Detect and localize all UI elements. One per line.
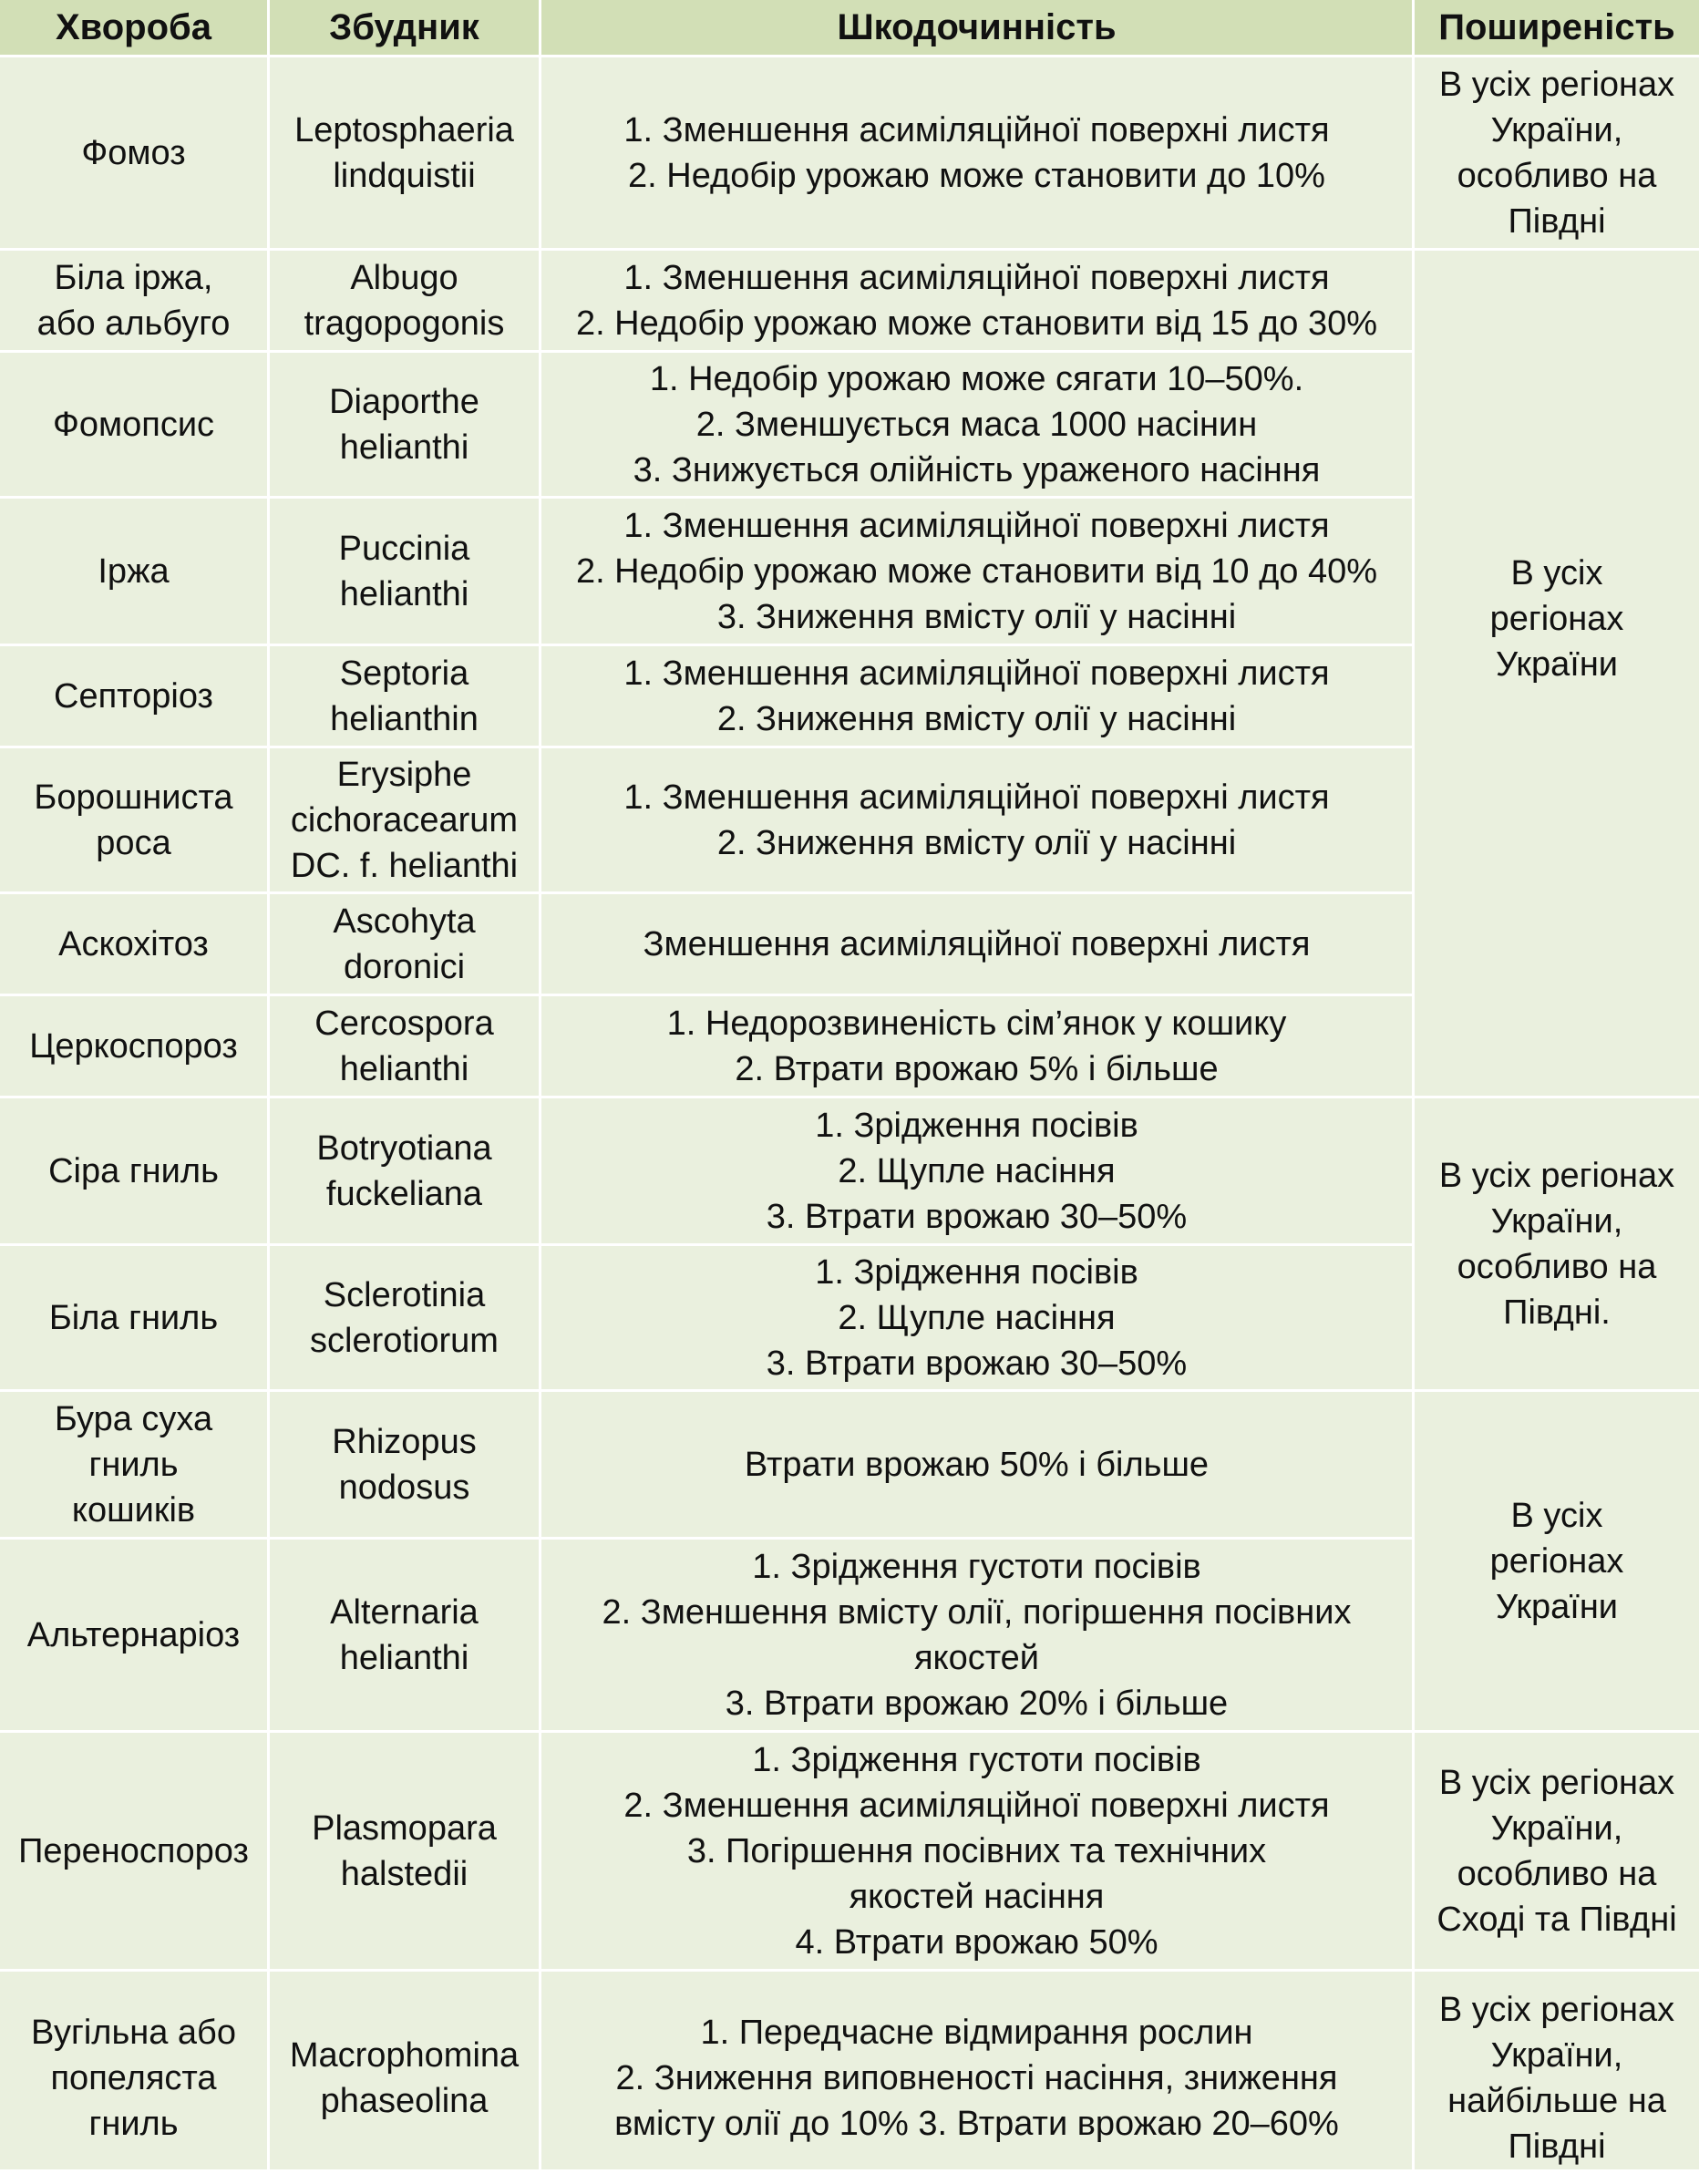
spread-cell: В усіх регіонах України bbox=[1415, 251, 1699, 1098]
harm-cell: Зменшення асиміляційної поверхні листя bbox=[541, 894, 1415, 996]
harm-cell: 1. Зменшення асиміляційної поверхні листя 2. Зниження вмісту олії у насінні bbox=[541, 646, 1415, 748]
disease-cell: Альтернаріоз bbox=[0, 1540, 270, 1733]
pathogen-cell: Ascohyta doronici bbox=[270, 894, 541, 996]
pathogen-cell: Albugo tragopogonis bbox=[270, 251, 541, 353]
pathogen-cell: Erysiphe cichoracearum DC. f. helianthi bbox=[270, 748, 541, 894]
harm-cell: 1. Зменшення асиміляційної поверхні листя 2. Зниження вмісту олії у насінні bbox=[541, 748, 1415, 894]
header-harm: Шкодочинність bbox=[541, 0, 1415, 57]
pathogen-cell: Puccinia helianthi bbox=[270, 499, 541, 646]
harm-cell: 1. Зменшення асиміляційної поверхні листя 2. Недобір урожаю може становити до 10% bbox=[541, 57, 1415, 251]
harm-cell: 1. Зменшення асиміляційної поверхні листя 2. Недобір урожаю може становити від 15 до 30% bbox=[541, 251, 1415, 353]
harm-cell: 1. Зрідження посівів 2. Щупле насіння 3. Втрати врожаю 30–50% bbox=[541, 1098, 1415, 1246]
header-disease: Хвороба bbox=[0, 0, 270, 57]
spread-cell: В усіх регіонах України, особливо на Півдні. bbox=[1415, 1098, 1699, 1392]
pathogen-cell: Botryotiana fuckeliana bbox=[270, 1098, 541, 1246]
disease-cell: Аскохітоз bbox=[0, 894, 270, 996]
disease-cell: Біла гниль bbox=[0, 1246, 270, 1392]
header-pathogen: Збудник bbox=[270, 0, 541, 57]
disease-cell: Іржа bbox=[0, 499, 270, 646]
pathogen-cell: Leptosphaeria lindquistii bbox=[270, 57, 541, 251]
harm-cell: 1. Зменшення асиміляційної поверхні листя 2. Недобір урожаю може становити від 10 до 40% 3. Зниження вмісту олії у насінні bbox=[541, 499, 1415, 646]
spread-cell: В усіх регіонах України bbox=[1415, 1392, 1699, 1733]
harm-cell: 1. Зрідження густоти посівів 2. Зменшення асиміляційної поверхні листя 3. Погіршення посівних та технічних якостей насіння 4. Втрати врожаю 50% bbox=[541, 1733, 1415, 1972]
spread-cell: В усіх регіонах України, особливо на Сході та Півдні bbox=[1415, 1733, 1699, 1972]
harm-cell: Втрати врожаю 50% і більше bbox=[541, 1392, 1415, 1540]
pathogen-cell: Cercospora helianthi bbox=[270, 996, 541, 1098]
disease-cell: Вугільна або попеляста гниль bbox=[0, 1972, 270, 2184]
harm-cell: 1. Недобір урожаю може сягати 10–50%. 2. Зменшується маса 1000 насінин 3. Знижується олійність ураженого насіння bbox=[541, 353, 1415, 499]
pathogen-cell: Macrophomina phaseolina bbox=[270, 1972, 541, 2184]
disease-cell: Церкоспороз bbox=[0, 996, 270, 1098]
pathogen-cell: Rhizopus nodosus bbox=[270, 1392, 541, 1540]
disease-cell: Септоріоз bbox=[0, 646, 270, 748]
disease-cell: Фомопсис bbox=[0, 353, 270, 499]
disease-cell: Переноспороз bbox=[0, 1733, 270, 1972]
disease-cell: Борошниста роса bbox=[0, 748, 270, 894]
disease-cell: Фомоз bbox=[0, 57, 270, 251]
spread-cell: В усіх регіонах України, особливо на Півдні bbox=[1415, 57, 1699, 251]
harm-cell: 1. Недорозвиненість сім’янок у кошику 2. Втрати врожаю 5% і більше bbox=[541, 996, 1415, 1098]
disease-cell: Сіра гниль bbox=[0, 1098, 270, 1246]
pathogen-cell: Alternaria helianthi bbox=[270, 1540, 541, 1733]
disease-cell: Бура суха гниль кошиків bbox=[0, 1392, 270, 1540]
harm-cell: 1. Передчасне відмирання рослин 2. Зниження виповненості насіння, зниження вмісту олії до 10% 3. Втрати врожаю 20–60% bbox=[541, 1972, 1415, 2184]
pathogen-cell: Sclerotinia sclerotiorum bbox=[270, 1246, 541, 1392]
pathogen-cell: Septoria helianthin bbox=[270, 646, 541, 748]
pathogen-cell: Diaporthe helianthi bbox=[270, 353, 541, 499]
pathogen-cell: Plasmopara halstedii bbox=[270, 1733, 541, 1972]
harm-cell: 1. Зрідження густоти посівів 2. Зменшення вмісту олії, погіршення посівних якостей 3. Втрати врожаю 20% і більше bbox=[541, 1540, 1415, 1733]
disease-cell: Біла іржа, або альбуго bbox=[0, 251, 270, 353]
spread-cell: В усіх регіонах України, найбільше на Півдні bbox=[1438, 1990, 1675, 2166]
header-spread: Поширеність bbox=[1415, 0, 1699, 57]
harm-cell: 1. Зрідження посівів 2. Щупле насіння 3. Втрати врожаю 30–50% bbox=[541, 1246, 1415, 1392]
